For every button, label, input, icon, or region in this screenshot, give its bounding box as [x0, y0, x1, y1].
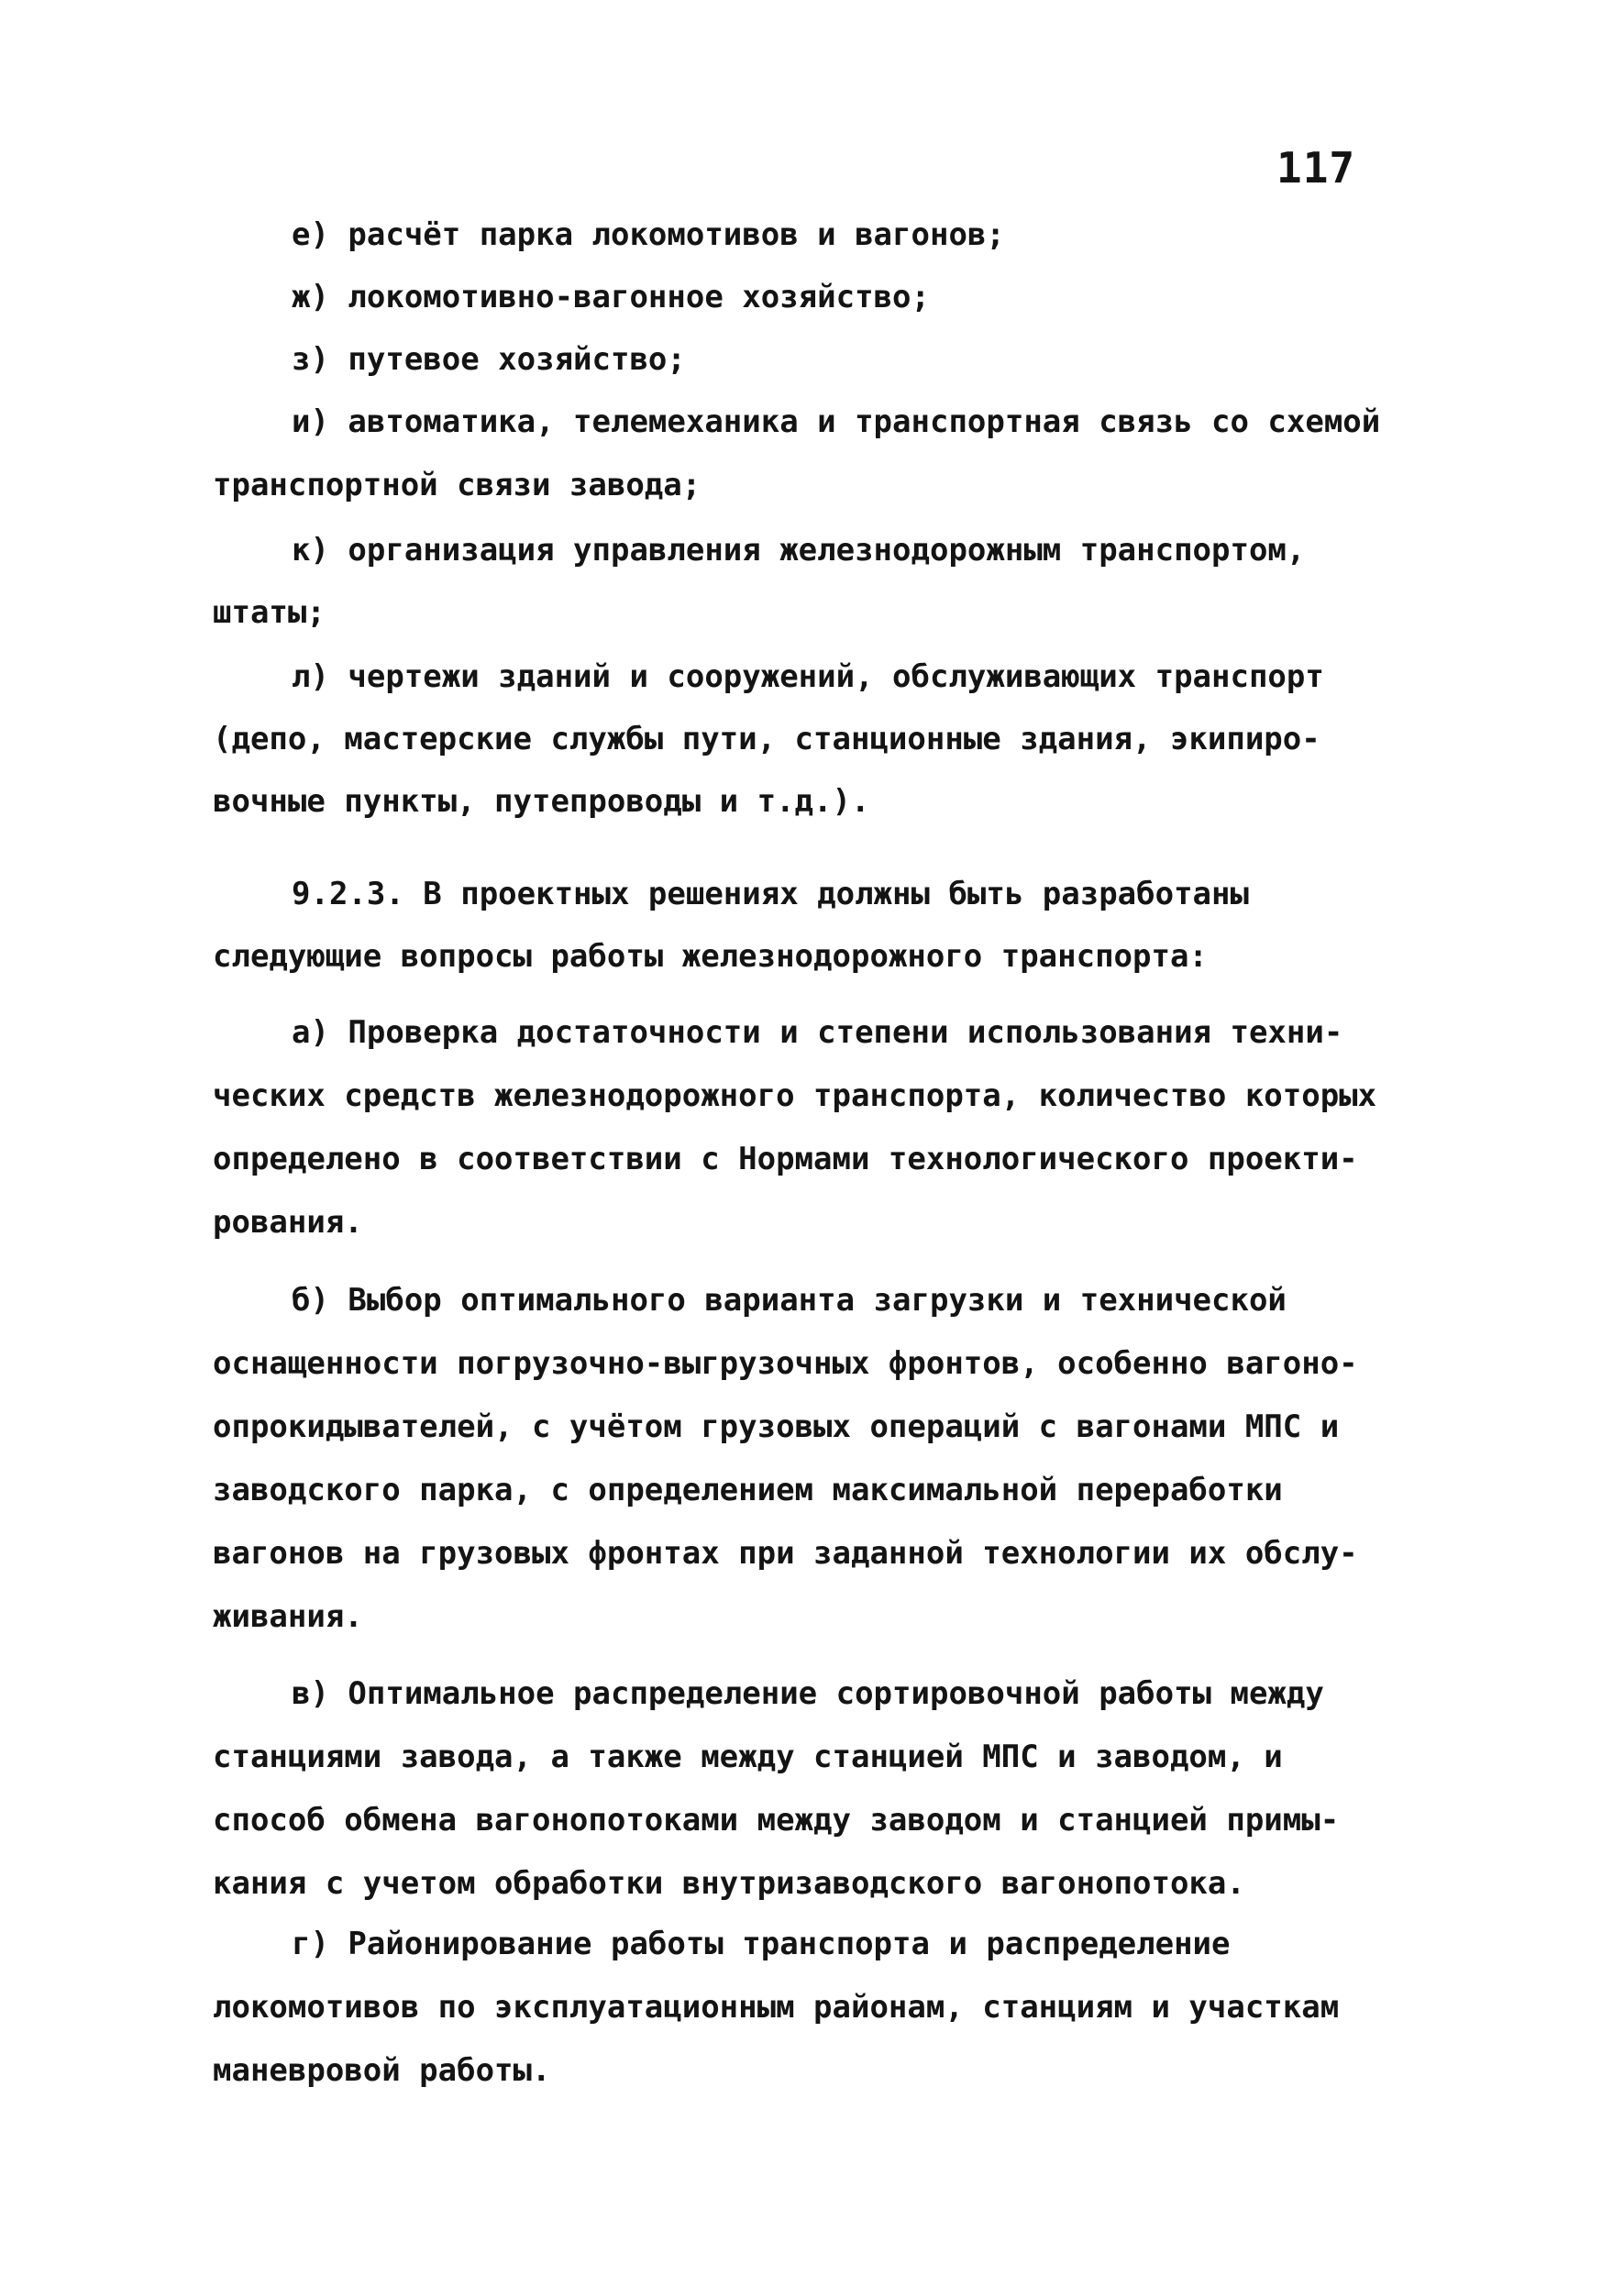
- section-9-2-3: 9.2.3. В проектных решениях должны быть разработаны: [292, 876, 1249, 912]
- list-item-i: и) автоматика, телемеханика и транспортная связь со схемой: [292, 403, 1381, 440]
- list-item-l-cont-1: (депо, мастерские службы пути, станционные здания, экипиро-: [213, 721, 1320, 757]
- paragraph-v-cont-1: станциями завода, а также между станцией МПС и заводом, и: [213, 1739, 1283, 1775]
- section-9-2-3-cont: следующие вопросы работы железнодорожного транспорта:: [213, 938, 1208, 975]
- list-item-l-cont-2: вочные пункты, путепроводы и т.д.).: [213, 783, 870, 820]
- paragraph-b-cont-4: вагонов на грузовых фронтах при заданной технологии их обслу-: [213, 1535, 1358, 1572]
- paragraph-b-cont-5: живания.: [213, 1598, 363, 1635]
- paragraph-a-cont-2: определено в соответствии с Нормами технологического проекти-: [213, 1141, 1358, 1177]
- list-item-zh: ж) локомотивно-вагонное хозяйство;: [292, 279, 930, 315]
- list-item-e: е) расчёт парка локомотивов и вагонов;: [292, 216, 1005, 253]
- list-item-k: к) организация управления железнодорожным транспортом,: [292, 532, 1306, 569]
- paragraph-a: а) Проверка достаточности и степени использования техни-: [292, 1014, 1343, 1051]
- paragraph-b: б) Выбор оптимального варианта загрузки и технической: [292, 1282, 1287, 1319]
- page-number: 117: [1276, 143, 1356, 193]
- paragraph-b-cont-3: заводского парка, с определением максимальной переработки: [213, 1472, 1283, 1508]
- list-item-i-cont: транспортной связи завода;: [213, 467, 702, 503]
- paragraph-b-cont-2: опрокидывателей, с учётом грузовых операций с вагонами МПС и: [213, 1408, 1340, 1445]
- paragraph-g-cont-1: локомотивов по эксплуатационным районам, станциям и участкам: [213, 1989, 1340, 2026]
- paragraph-a-cont-3: рования.: [213, 1204, 363, 1241]
- paragraph-v-cont-2: способ обмена вагонопотоками между заводом и станцией примы-: [213, 1802, 1340, 1839]
- paragraph-a-cont-1: ческих средств железнодорожного транспорта, количество которых: [213, 1077, 1377, 1114]
- list-item-z: з) путевое хозяйство;: [292, 341, 686, 378]
- paragraph-g: г) Районирование работы транспорта и распределение: [292, 1926, 1231, 1962]
- paragraph-v-cont-3: кания с учетом обработки внутризаводского вагонопотока.: [213, 1865, 1245, 1902]
- paragraph-g-cont-2: маневровой работы.: [213, 2052, 551, 2089]
- paragraph-b-cont-1: оснащенности погрузочно-выгрузочных фронтов, особенно вагоно-: [213, 1345, 1358, 1382]
- list-item-l: л) чертежи зданий и сооружений, обслуживающих транспорт: [292, 658, 1324, 695]
- list-item-k-cont: штаты;: [213, 594, 326, 631]
- paragraph-v: в) Оптимальное распределение сортировочной работы между: [292, 1675, 1324, 1712]
